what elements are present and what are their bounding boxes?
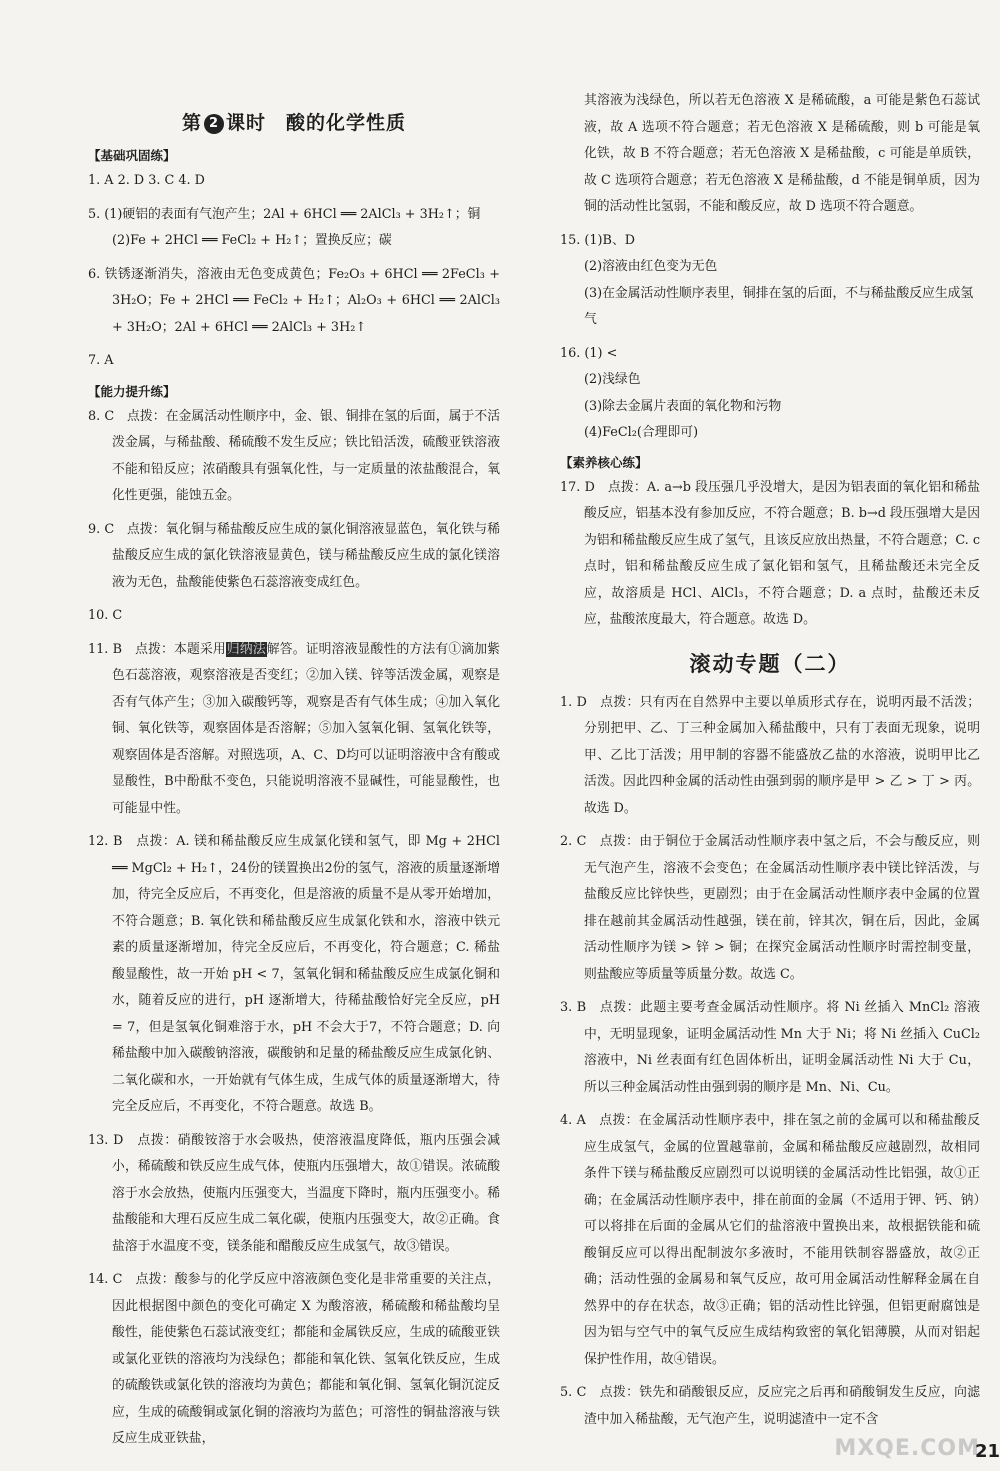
answer-16-3: (3)除去金属片表面的氧化物和污物 — [584, 398, 782, 414]
section-advanced: 【能力提升练】 — [88, 383, 176, 399]
answer-8: 8. C 点拨：在金属活动性顺序中，金、银、铜排在氢的后面，属于不活泼金属，与稀盐酸、稀硫酸不发生反应；铁比铅活泼，硫酸亚铁溶液不能和铅反应；浓硝酸具有强氧化性，与一定质量的浓盐酸混合，氧化性更强，能蚀五金。 — [88, 408, 500, 503]
page-number: 21 — [974, 1441, 1000, 1462]
topic-answer-1: 1. D 点拨：只有丙在自然界中主要以单质形式存在，说明丙最不活泼；分别把甲、乙、丁三种金属加入稀盐酸中，只有丁表面无现象，说明甲、乙比丁活泼；用甲制的容器不能盛放乙盐的水溶液，说明甲比乙活泼。因此四种金属的活动性由强到弱的顺序是甲 > 乙 > 丁 > 丙。故选 D。 — [560, 694, 980, 816]
answer-6: 6. 铁锈逐渐消失，溶液由无色变成黄色；Fe₂O₃ + 6HCl ══ 2FeCl₃ + 3H₂O；Fe + 2HCl ══ FeCl₂ + H₂↑；Al₂O₃ + 6HCl ══ 2AlCl₃ + 3H₂O；2Al + 6HCl ══ 2AlCl₃ + 3H₂↑ — [88, 266, 500, 335]
lesson-title-suffix: 课时 酸的化学性质 — [226, 112, 407, 134]
answer-15-2: (2)溶液由红色变为无色 — [584, 259, 718, 274]
answer-5-2: (2)Fe + 2HCl ══ FeCl₂ + H₂↑；置换反应；碳 — [112, 233, 392, 248]
answer-1-4: 1. A 2. D 3. C 4. D — [88, 173, 205, 188]
lesson-number-badge: 2 — [204, 114, 224, 134]
topic-answer-3: 3. B 点拨：此题主要考查金属活动性顺序。将 Ni 丝插入 MnCl₂ 溶液中，无明显现象，证明金属活动性 Mn 大于 Ni；将 Ni 丝插入 CuCl₂ 溶液中，Ni 丝表面有红色固体析出，证明金属活动性 Ni 大于 Cu，所以三种金属活动性由强到弱的顺序是 Mn、Ni、Cu。 — [560, 1000, 980, 1095]
answer-7: 7. A — [88, 353, 114, 368]
answer-13: 13. D 点拨：硝酸铵溶于水会吸热，使溶液温度降低，瓶内压强会减小，稀硫酸和铁反应生成气体，使瓶内压强增大，故①错误。浓硫酸溶于水会放热，使瓶内压强变大，当温度下降时，瓶内压强变小。稀盐酸能和大理石反应生成二氧化碳，使瓶内压强变大，故②正确。食盐溶于水温度不变，镁条能和醋酸反应生成氢气，故③错误。 — [88, 1132, 500, 1254]
answer-14: 14. C 点拨：酸参与的化学反应中溶液颜色变化是非常重要的关注点，因此根据图中颜色的变化可确定 X 为酸溶液，稀硫酸和稀盐酸均呈酸性，能使紫色石蕊试液变红；都能和金属铁反应，生成的硫酸亚铁或氯化亚铁的溶液均为浅绿色；都能和氧化铁、氢氧化铁反应，生成的硫酸铁或氯化铁的溶液均为黄色；都能和氧化铜、氢氧化铜沉淀反应，生成的硫酸铜或氯化铜的溶液均为蓝色；可溶性的铜盐溶液与铁反应生成亚铁盐， — [88, 1272, 500, 1446]
section-core: 【素养核心练】 — [560, 454, 648, 470]
answer-15: 15. (1)B、D — [560, 232, 636, 248]
answer-5: 5. (1)硬铝的表面有气泡产生；2Al + 6HCl ══ 2AlCl₃ + 3H₂↑；铜 — [88, 206, 481, 222]
topic-answer-5: 5. C 点拨：铁先和硝酸银反应，反应完之后再和硝酸铜发生反应，向滤渣中加入稀盐酸，无气泡产生，说明滤渣中一定不含 — [560, 1385, 980, 1427]
answer-9: 9. C 点拨：氧化铜与稀盐酸反应生成的氯化铜溶液显蓝色，氧化铁与稀盐酸反应生成的氯化铁溶液显黄色，镁与稀盐酸反应生成的氯化镁溶液为无色，盐酸能使紫色石蕊溶液变成红色。 — [88, 521, 500, 590]
answer-11-rest: 解答。证明溶液显酸性的方法有①滴加紫色石蕊溶液，观察溶液是否变红；②加入镁、锌等活泼金属，观察是否有气体产生；③加入碳酸钙等，观察是否有气体生成；④加入氧化铜、氧化铁等，观察固体是否溶解；⑤加入氢氧化铜、氢氧化铁等，观察固体是否溶解。对照选项，A、C、D均可以证明溶液中含有酸或显酸性，B中酚酞不变色，只能说明溶液不显碱性，可能显酸性，也可能显中性。 — [112, 641, 501, 816]
topic-answer-2: 2. C 点拨：由于铜位于金属活动性顺序表中氢之后，不会与酸反应，则无气泡产生，溶液不会变色；在金属活动性顺序表中镁比锌活泼，与盐酸反应比锌快些，更剧烈；由于在金属活动性顺序表中金属的位置排在越前其金属活动性越强，镁在前，锌其次，铜在后，因此，金属活动性顺序为镁 > 锌 > 铜；在探究金属活动性顺序时需控制变量，则盐酸应等质量等质量分数。故选 C。 — [560, 834, 980, 982]
answer-17: 17. D 点拨：A. a→b 段压强几乎没增大，是因为铝表面的氧化铝和稀盐酸反应，铝基本没有参加反应，不符合题意；B. b→d 段压强增大是因为铝和稀盐酸反应生成了氢气，且该反应放出热量，不符合题意；C. c 点时，铝和稀盐酸反应生成了氯化铝和氢气，且稀盐酸还未完全反应，故溶质是 HCl、AlCl₃，不符合题意；D. a 点时，盐酸还未反应，盐酸浓度最大，符合题意。故选 D。 — [560, 479, 980, 627]
right-column — [560, 88, 980, 1440]
answer-16-4: (4)FeCl₂(合理即可) — [584, 425, 699, 440]
answer-15-3: (3)在金属活动性顺序表里，铜排在氢的后面，不与稀盐酸反应生成氢气 — [584, 285, 974, 327]
lesson-title-prefix: 第 — [181, 112, 202, 134]
answer-14-continued: 其溶液为浅绿色，所以若无色溶液 X 是稀硫酸，a 可能是紫色石蕊试液，故 A 选项不符合题意；若无色溶液 X 是稀硫酸，则 b 可能是氧化铁，故 B 不符合题意；若无色溶液 X 是稀盐酸，c 可能是单质铁，故 C 选项符合题意；若无色溶液 X 是稀盐酸，d 不能是铜单质，因为铜的活动性比氢弱，不能和酸反应，故 D 选项不符合题意。 — [584, 93, 980, 214]
topic-title: 滚动专题（二） — [689, 651, 851, 676]
answer-16: 16. (1) < — [560, 345, 618, 361]
answer-16-2: (2)浅绿色 — [584, 372, 641, 387]
watermark: MXQE.COM — [834, 1436, 980, 1461]
lesson-title — [88, 108, 500, 135]
left-column — [88, 140, 500, 1460]
topic-answer-4: 4. A 点拨：在金属活动性顺序表中，排在氢之前的金属可以和稀盐酸反应生成氢气，金属的位置越靠前，金属和稀盐酸反应越剧烈，故相同条件下镁与稀盐酸反应剧烈可以说明镁的金属活动性比铝强，故①正确；在金属活动性顺序表中，排在前面的金属（不适用于钾、钙、钠）可以将排在后面的金属从它们的盐溶液中置换出来，故根据铁能和硫酸铜反应可以得出配制波尔多液时，不能用铁制容器盛放，故②正确；活动性强的金属易和氧气反应，故可用金属活动性解释金属在自然界中的存在状态，故③正确；铝的活动性比锌强，但铝更耐腐蚀是因为铝与空气中的氧气反应生成结构致密的氧化铝薄膜，从而对铝起保护性作用，故④错误。 — [560, 1113, 980, 1367]
answer-11 — [88, 637, 500, 823]
answer-11-start: 11. B 点拨：本题采用 — [88, 641, 226, 657]
answer-10: 10. C — [88, 608, 123, 623]
answer-12: 12. B 点拨：A. 镁和稀盐酸反应生成氯化镁和氢气，即 Mg + 2HCl ══ MgCl₂ + H₂↑，24份的镁置换出2份的氢气，溶液的质量逐渐增加，待完全反应后，不再变化，但是溶液的质量不是从零开始增加，不符合题意；B. 氧化铁和稀盐酸反应生成氯化铁和水，溶液中铁元素的质量逐渐增加，待完全反应后，不再变化，符合题意；C. 稀盐酸显酸性，故一开始 pH < 7，氢氧化铜和稀盐酸反应生成氯化铜和水，随着反应的进行，pH 逐渐增大，待稀盐酸恰好完全反应，pH = 7，但是氢氧化铜难溶于水，pH 不会大于7，不符合题意；D. 向稀盐酸中加入碳酸钠溶液，碳酸钠和足量的稀盐酸反应生成氯化钠、二氧化碳和水，一开始就有气体生成，生成气体的质量逐渐增大，待完全反应后，不再变化，不符合题意。故选 B。 — [88, 834, 500, 1114]
section-basic: 【基础巩固练】 — [88, 148, 176, 163]
highlighted-term: 归纳法 — [226, 641, 266, 657]
